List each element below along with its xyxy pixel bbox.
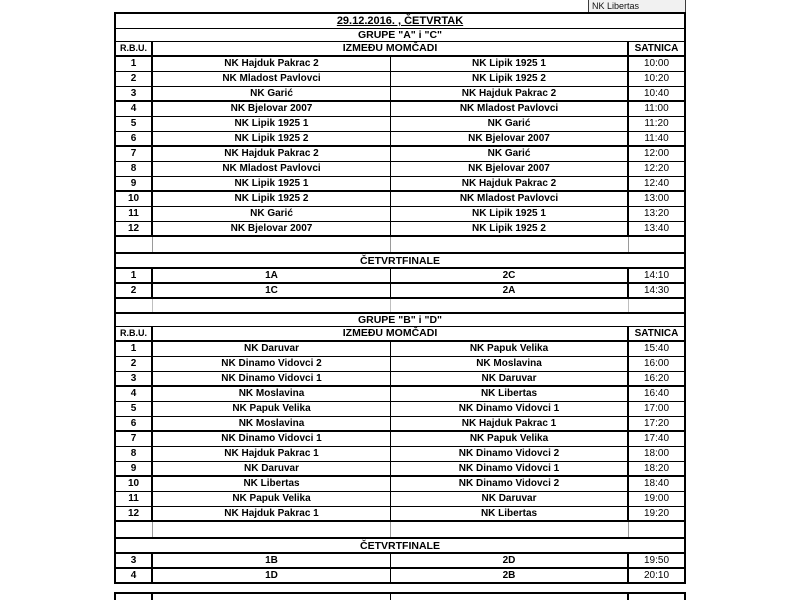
match-time: 11:00 bbox=[644, 103, 669, 114]
match-number: 2 bbox=[116, 284, 153, 297]
away-team: NK Papuk Velika bbox=[391, 342, 629, 356]
home-team: NK Mladost Pavlovci bbox=[153, 162, 391, 176]
match-time: 12:20 bbox=[643, 163, 670, 174]
spacer-cell bbox=[629, 237, 684, 252]
time-column-header: SATNICA bbox=[634, 42, 679, 54]
match-number: 4 bbox=[116, 102, 153, 116]
rank-column-header: R.B.U. bbox=[116, 327, 153, 340]
match-time: 11:40 bbox=[644, 132, 669, 144]
home-placeholder: 1A bbox=[153, 269, 391, 282]
quarterfinal-row bbox=[116, 269, 684, 284]
home-team: NK Bjelovar 2007 bbox=[153, 222, 391, 235]
quarterfinal-header-bd bbox=[116, 539, 684, 554]
match-row bbox=[116, 57, 684, 72]
match-time: 17:40 bbox=[643, 433, 670, 444]
match-row bbox=[116, 102, 684, 117]
match-number: 9 bbox=[116, 462, 153, 475]
match-row bbox=[116, 417, 684, 432]
home-team: NK Dinamo Vidovci 1 bbox=[153, 372, 391, 385]
quarterfinal-row bbox=[116, 284, 684, 299]
home-placeholder: 1D bbox=[153, 569, 391, 582]
spacer-cell bbox=[153, 594, 391, 600]
match-time: 15:40 bbox=[643, 343, 670, 354]
home-team: NK Lipik 1925 2 bbox=[153, 192, 391, 206]
home-team: NK Papuk Velika bbox=[153, 402, 391, 416]
match-row bbox=[116, 432, 684, 447]
match-number: 12 bbox=[116, 222, 153, 235]
spacer-cell bbox=[391, 237, 629, 252]
spacer-cell bbox=[116, 299, 153, 312]
home-team: NK Hajduk Pakrac 2 bbox=[153, 147, 391, 161]
match-number: 6 bbox=[116, 417, 153, 430]
spacer-cell bbox=[153, 299, 391, 312]
away-team: NK Daruvar bbox=[391, 492, 629, 506]
spacer-cell bbox=[629, 299, 684, 312]
away-team: NK Papuk Velika bbox=[391, 432, 629, 446]
match-row bbox=[116, 507, 684, 522]
match-row bbox=[116, 357, 684, 372]
match-row bbox=[116, 177, 684, 192]
spacer-cell bbox=[391, 594, 629, 600]
away-team: NK Daruvar bbox=[391, 372, 629, 385]
away-team: NK Garić bbox=[391, 147, 629, 161]
home-team: NK Moslavina bbox=[153, 387, 391, 401]
quarterfinal-row bbox=[116, 554, 684, 569]
time-column-header: SATNICA bbox=[634, 327, 679, 339]
home-team: NK Lipik 1925 1 bbox=[153, 177, 391, 190]
match-time: 10:00 bbox=[643, 58, 670, 69]
match-number: 8 bbox=[116, 447, 153, 461]
match-row bbox=[116, 342, 684, 357]
home-team: NK Daruvar bbox=[153, 462, 391, 475]
schedule-table bbox=[114, 12, 686, 584]
match-time: 17:20 bbox=[643, 417, 670, 429]
spacer-cell bbox=[391, 299, 629, 312]
match-number: 2 bbox=[116, 357, 153, 371]
home-team: NK Mladost Pavlovci bbox=[153, 72, 391, 86]
spacer-cell bbox=[629, 522, 684, 537]
spacer-row bbox=[116, 237, 684, 254]
home-team: NK Dinamo Vidovci 2 bbox=[153, 357, 391, 371]
match-number: 3 bbox=[116, 87, 153, 100]
match-time: 13:00 bbox=[643, 193, 670, 204]
spacer-cell bbox=[153, 522, 391, 537]
match-time: 13:40 bbox=[643, 222, 670, 234]
home-team: NK Moslavina bbox=[153, 417, 391, 430]
match-time: 17:00 bbox=[643, 403, 670, 414]
match-number: 5 bbox=[116, 117, 153, 131]
match-row bbox=[116, 207, 684, 222]
match-number: 7 bbox=[116, 147, 153, 161]
away-team: NK Dinamo Vidovci 2 bbox=[391, 447, 629, 461]
spacer-cell bbox=[116, 237, 153, 252]
rank-column-header: R.B.U. bbox=[116, 42, 153, 55]
away-team: NK Lipik 1925 2 bbox=[391, 72, 629, 86]
quarterfinal-row bbox=[116, 569, 684, 584]
away-team: NK Libertas bbox=[391, 507, 629, 520]
home-team: NK Dinamo Vidovci 1 bbox=[153, 432, 391, 446]
away-team: NK Mladost Pavlovci bbox=[391, 102, 629, 116]
match-time: 16:20 bbox=[643, 372, 670, 384]
home-team: NK Bjelovar 2007 bbox=[153, 102, 391, 116]
home-team: NK Hajduk Pakrac 1 bbox=[153, 447, 391, 461]
section-gap-row bbox=[116, 299, 684, 314]
away-team: NK Bjelovar 2007 bbox=[391, 132, 629, 145]
away-team: NK Lipik 1925 1 bbox=[391, 57, 629, 71]
match-time: 20:10 bbox=[643, 569, 670, 581]
match-row bbox=[116, 147, 684, 162]
match-time: 12:40 bbox=[643, 177, 670, 189]
away-placeholder: 2D bbox=[391, 554, 629, 567]
match-number: 1 bbox=[116, 57, 153, 71]
match-number: 4 bbox=[116, 569, 153, 582]
away-team: NK Bjelovar 2007 bbox=[391, 162, 629, 176]
match-row bbox=[116, 372, 684, 387]
match-time: 13:20 bbox=[643, 208, 670, 219]
away-team: NK Hajduk Pakrac 2 bbox=[391, 87, 629, 100]
home-team: NK Garić bbox=[153, 87, 391, 100]
away-team: NK Hajduk Pakrac 2 bbox=[391, 177, 629, 190]
match-number: 4 bbox=[116, 387, 153, 401]
match-row bbox=[116, 87, 684, 102]
match-number: 1 bbox=[116, 269, 153, 282]
away-team: NK Lipik 1925 1 bbox=[391, 207, 629, 221]
group-title-ac: GRUPE "A" i "C" bbox=[357, 29, 443, 41]
home-team: NK Hajduk Pakrac 1 bbox=[153, 507, 391, 520]
away-team: NK Dinamo Vidovci 1 bbox=[391, 462, 629, 475]
teams-column-header: IZMEĐU MOMČADI bbox=[153, 42, 629, 55]
group-title-row-ac bbox=[116, 29, 684, 42]
match-time: 18:20 bbox=[643, 462, 670, 474]
away-team: NK Libertas bbox=[391, 387, 629, 401]
spacer-cell bbox=[116, 594, 153, 600]
home-placeholder: 1C bbox=[153, 284, 391, 297]
match-row bbox=[116, 162, 684, 177]
match-number: 10 bbox=[116, 192, 153, 206]
away-team: NK Dinamo Vidovci 2 bbox=[391, 477, 629, 491]
match-time: 10:40 bbox=[643, 87, 670, 99]
away-team: NK Moslavina bbox=[391, 357, 629, 371]
match-time: 12:00 bbox=[643, 148, 670, 159]
quarterfinal-title-bd: ČETVRTFINALE bbox=[360, 539, 440, 552]
match-number: 12 bbox=[116, 507, 153, 520]
spacer-cell bbox=[391, 522, 629, 537]
match-row bbox=[116, 492, 684, 507]
home-team: NK Garić bbox=[153, 207, 391, 221]
match-time: 14:10 bbox=[643, 269, 670, 281]
match-row bbox=[116, 222, 684, 237]
match-number: 7 bbox=[116, 432, 153, 446]
match-row bbox=[116, 447, 684, 462]
match-time: 19:50 bbox=[643, 554, 670, 566]
match-row bbox=[116, 402, 684, 417]
match-time: 19:20 bbox=[643, 507, 670, 519]
away-placeholder: 2C bbox=[391, 269, 629, 282]
spacer-cell bbox=[153, 237, 391, 252]
match-number: 11 bbox=[116, 492, 153, 506]
match-number: 3 bbox=[116, 372, 153, 385]
match-time: 18:40 bbox=[643, 478, 670, 489]
home-team: NK Lipik 1925 1 bbox=[153, 117, 391, 131]
spacer-cell bbox=[116, 522, 153, 537]
match-time: 19:00 bbox=[643, 493, 670, 504]
away-team: NK Dinamo Vidovci 1 bbox=[391, 402, 629, 416]
match-number: 1 bbox=[116, 342, 153, 356]
spacer-cell bbox=[629, 594, 684, 600]
match-row bbox=[116, 477, 684, 492]
home-team: NK Hajduk Pakrac 2 bbox=[153, 57, 391, 71]
match-time: 11:20 bbox=[644, 118, 669, 129]
match-time: 16:40 bbox=[643, 388, 670, 399]
match-time: 18:00 bbox=[643, 448, 670, 459]
date-title: 29.12.2016. , ČETVRTAK bbox=[336, 15, 464, 27]
next-table-partial bbox=[114, 592, 686, 600]
spacer-row bbox=[116, 522, 684, 539]
away-team: NK Lipik 1925 2 bbox=[391, 222, 629, 235]
match-row bbox=[116, 132, 684, 147]
match-time: 10:20 bbox=[643, 73, 670, 84]
match-number: 3 bbox=[116, 554, 153, 567]
away-placeholder: 2A bbox=[391, 284, 629, 297]
column-header-row-ac bbox=[116, 42, 684, 57]
away-team: NK Mladost Pavlovci bbox=[391, 192, 629, 206]
away-team: NK Hajduk Pakrac 1 bbox=[391, 417, 629, 430]
teams-column-header: IZMEĐU MOMČADI bbox=[153, 327, 629, 340]
match-number: 11 bbox=[116, 207, 153, 221]
home-team: NK Lipik 1925 2 bbox=[153, 132, 391, 145]
match-number: 9 bbox=[116, 177, 153, 190]
match-row bbox=[116, 192, 684, 207]
column-header-row-bd bbox=[116, 327, 684, 342]
quarterfinal-title-ac: ČETVRTFINALE bbox=[360, 254, 440, 267]
home-team: NK Daruvar bbox=[153, 342, 391, 356]
match-row bbox=[116, 387, 684, 402]
match-row bbox=[116, 72, 684, 87]
match-row bbox=[116, 117, 684, 132]
group-title-bd: GRUPE "B" i "D" bbox=[357, 314, 443, 326]
match-time: 16:00 bbox=[643, 358, 670, 369]
match-row bbox=[116, 462, 684, 477]
match-time: 14:30 bbox=[643, 284, 670, 296]
home-team: NK Papuk Velika bbox=[153, 492, 391, 506]
home-team: NK Libertas bbox=[153, 477, 391, 491]
group-title-row-bd bbox=[116, 314, 684, 327]
away-team: NK Garić bbox=[391, 117, 629, 131]
away-placeholder: 2B bbox=[391, 569, 629, 582]
match-number: 6 bbox=[116, 132, 153, 145]
match-number: 5 bbox=[116, 402, 153, 416]
quarterfinal-header-ac bbox=[116, 254, 684, 269]
home-placeholder: 1B bbox=[153, 554, 391, 567]
name-box-label: NK Libertas bbox=[592, 1, 640, 11]
match-number: 8 bbox=[116, 162, 153, 176]
match-number: 10 bbox=[116, 477, 153, 491]
date-title-row bbox=[116, 14, 684, 29]
match-number: 2 bbox=[116, 72, 153, 86]
